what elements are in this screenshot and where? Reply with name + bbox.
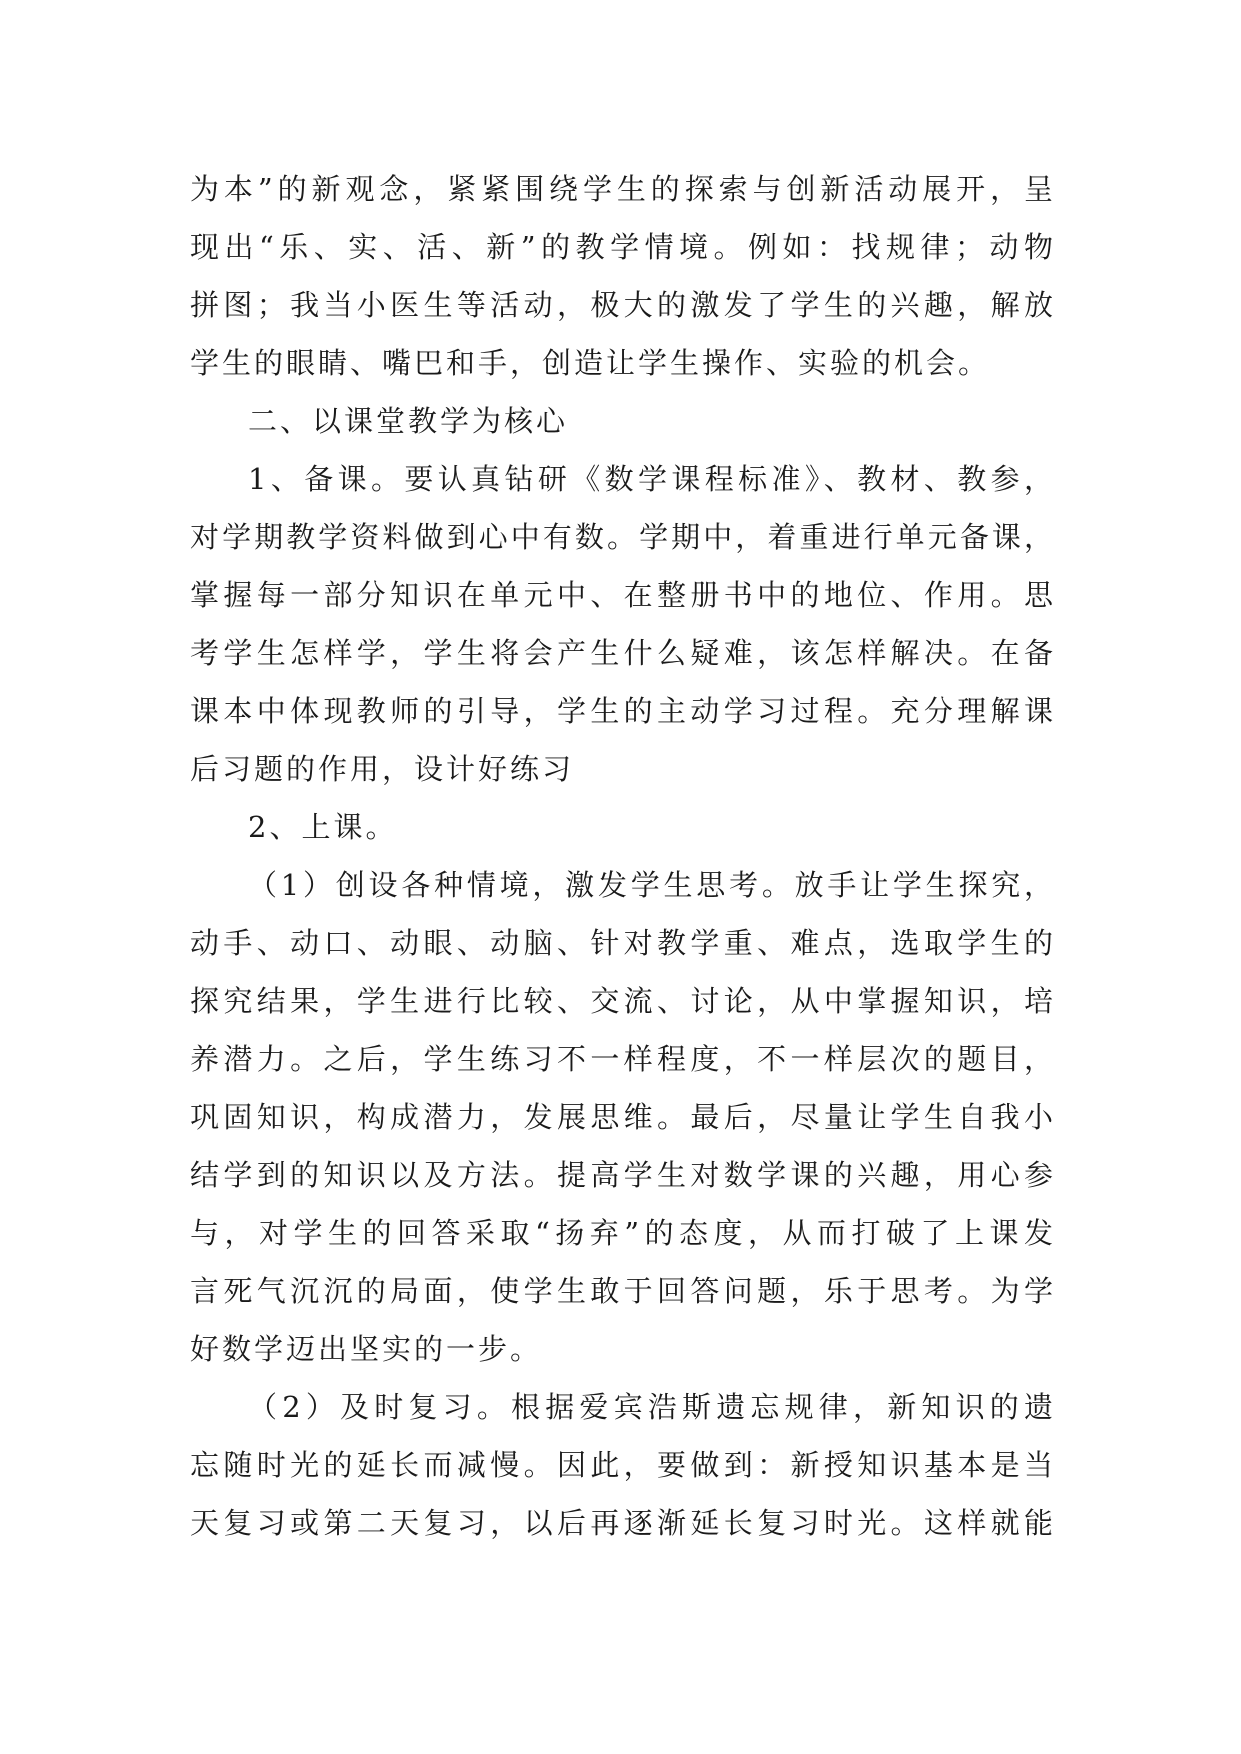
text-line: 结学到的知识以及方法。提高学生对数学课的兴趣，用心参 — [190, 1158, 1056, 1192]
text-line: 对学期教学资料做到心中有数。学期中，着重进行单元备课， — [190, 520, 1056, 554]
text-line: 与，对学生的回答采取“扬弃”的态度，从而打破了上课发 — [190, 1216, 1056, 1250]
document-body — [190, 160, 1056, 1552]
text-line: 现出“乐、实、活、新”的教学情境。例如：找规律；动物 — [190, 230, 1056, 264]
text-line: 探究结果，学生进行比较、交流、讨论，从中掌握知识，培 — [190, 984, 1056, 1018]
text-line: 考学生怎样学，学生将会产生什么疑难，该怎样解决。在备 — [190, 636, 1056, 670]
text-line: 巩固知识，构成潜力，发展思维。最后，尽量让学生自我小 — [190, 1100, 1056, 1134]
text-line: 拼图；我当小医生等活动，极大的激发了学生的兴趣，解放 — [190, 288, 1056, 322]
text-line: 掌握每一部分知识在单元中、在整册书中的地位、作用。思 — [190, 578, 1056, 612]
text-line: 后习题的作用，设计好练习 — [190, 752, 575, 786]
text-line: 动手、动口、动眼、动脑、针对教学重、难点，选取学生的 — [190, 926, 1056, 960]
text-line: 好数学迈出坚实的一步。 — [190, 1332, 543, 1366]
section-heading: 二、以课堂教学为核心 — [248, 404, 569, 438]
text-line: 学生的眼睛、嘴巴和手，创造让学生操作、实验的机会。 — [190, 346, 991, 380]
subsection-heading: 2、上课。 — [248, 810, 398, 844]
text-line: （2）及时复习。根据爱宾浩斯遗忘规律，新知识的遗 — [248, 1390, 1056, 1424]
text-line: 养潜力。之后，学生练习不一样程度，不一样层次的题目， — [190, 1042, 1056, 1076]
text-line: 言死气沉沉的局面，使学生敢于回答问题，乐于思考。为学 — [190, 1274, 1056, 1308]
text-line: 课本中体现教师的引导，学生的主动学习过程。充分理解课 — [190, 694, 1056, 728]
text-line: 天复习或第二天复习，以后再逐渐延长复习时光。这样就能 — [190, 1506, 1056, 1540]
text-line: 1、备课。要认真钻研《数学课程标准》、教材、教参， — [248, 462, 1056, 496]
text-line: 为本”的新观念，紧紧围绕学生的探索与创新活动展开，呈 — [190, 172, 1056, 206]
text-line: 忘随时光的延长而减慢。因此，要做到：新授知识基本是当 — [190, 1448, 1056, 1482]
text-line: （1）创设各种情境，激发学生思考。放手让学生探究， — [248, 868, 1056, 902]
